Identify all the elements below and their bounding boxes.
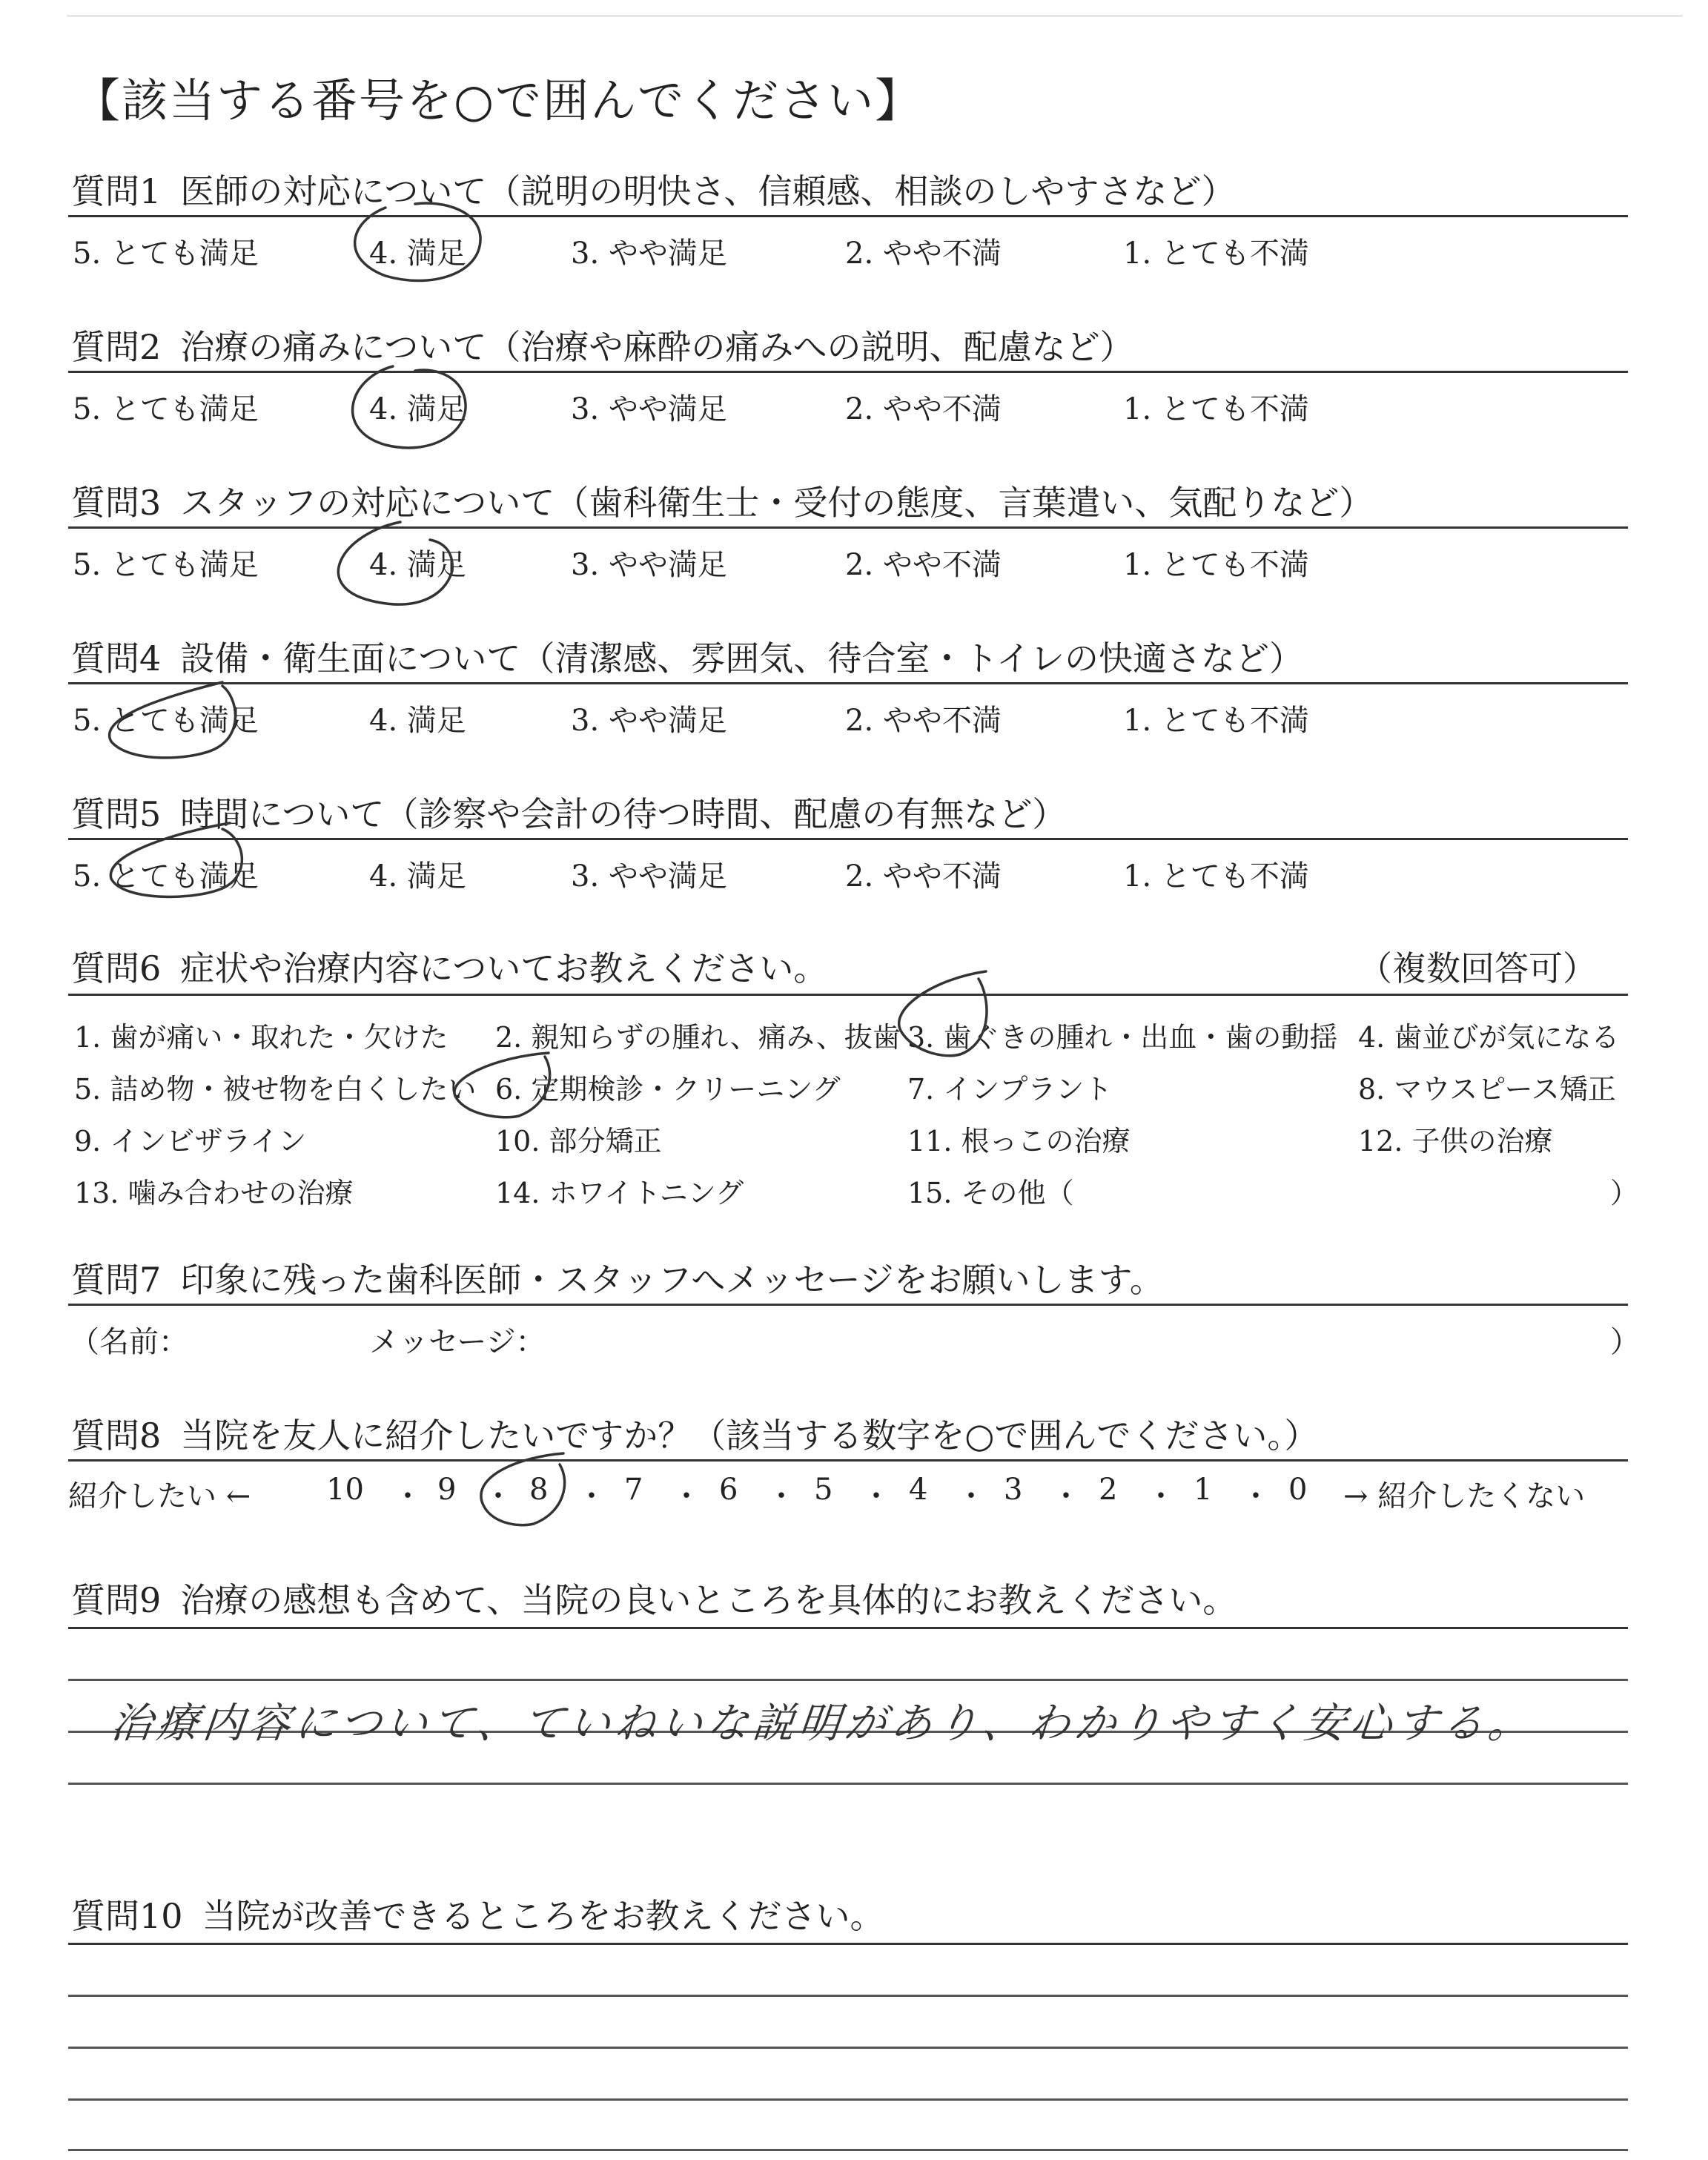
rating-option-5[interactable]: 5. とても満足: [73, 704, 259, 738]
question-number: 質問5: [71, 794, 162, 834]
scale-separator: ・: [672, 1479, 701, 1513]
answer-line: [68, 1627, 1628, 1629]
symptom-option-4[interactable]: 4. 歯並びが気になる: [1358, 1021, 1620, 1054]
scale-0[interactable]: 0: [1288, 1473, 1308, 1507]
scale-4[interactable]: 4: [909, 1473, 928, 1507]
symptom-option-6[interactable]: 6. 定期検診・クリーニング: [495, 1073, 841, 1106]
message-label: メッセージ：: [369, 1325, 546, 1359]
recommend-left-label: 紹介したい ←: [68, 1479, 251, 1513]
answer-line: [68, 1995, 1628, 1997]
question-number: 質問2: [71, 327, 162, 367]
scale-separator: ・: [861, 1479, 891, 1513]
scale-9[interactable]: 9: [437, 1473, 457, 1507]
question-text: 時間について（診察や会計の待つ時間、配慮の有無など）: [180, 794, 1067, 834]
rating-option-4[interactable]: 4. 満足: [369, 704, 466, 738]
scale-separator: ・: [577, 1479, 606, 1513]
rating-option-3[interactable]: 3. やや満足: [571, 237, 727, 271]
question-number: 質問1: [71, 171, 162, 211]
symptom-option-9[interactable]: 9. インビザライン: [74, 1125, 307, 1157]
question-text: 当院を友人に紹介したいですか？（該当する数字を○で囲んでください。）: [180, 1416, 1319, 1456]
symptom-option-2[interactable]: 2. 親知らずの腫れ、痛み、抜歯: [495, 1021, 901, 1054]
question-text: 症状や治療内容についてお教えください。: [180, 948, 828, 988]
rating-option-2[interactable]: 2. やや不満: [845, 704, 1002, 738]
scale-separator: ・: [1241, 1479, 1271, 1513]
answer-line: [68, 1679, 1628, 1681]
divider: [68, 994, 1628, 996]
form-title: 【該当する番号を○で囲んでください】: [74, 73, 923, 128]
scale-10[interactable]: 10: [326, 1473, 364, 1507]
question-number: 質問4: [71, 638, 162, 678]
name-label: （名前：: [70, 1325, 188, 1359]
question-number: 質問6: [71, 948, 162, 988]
rating-option-4[interactable]: 4. 満足: [369, 548, 466, 582]
divider: [68, 371, 1628, 373]
divider: [68, 526, 1628, 529]
scale-separator: ・: [1051, 1479, 1081, 1513]
rating-option-3[interactable]: 3. やや満足: [571, 548, 727, 582]
rating-option-1[interactable]: 1. とても不満: [1123, 392, 1309, 426]
rating-option-1[interactable]: 1. とても不満: [1123, 548, 1309, 582]
answer-line: [68, 2149, 1628, 2151]
symptom-option-12[interactable]: 12. 子供の治療: [1358, 1125, 1553, 1157]
other-closing-paren: ）: [1610, 1177, 1639, 1209]
scale-6[interactable]: 6: [719, 1473, 738, 1507]
question-number: 質問8: [71, 1416, 162, 1456]
rating-option-4[interactable]: 4. 満足: [369, 392, 466, 426]
question-number: 質問3: [71, 483, 162, 523]
question-text: 当院が改善できるところをお教えください。: [202, 1896, 884, 1936]
rating-option-2[interactable]: 2. やや不満: [845, 548, 1002, 582]
question-number: 質問7: [71, 1260, 162, 1300]
top-border: [67, 15, 1683, 17]
divider: [68, 1459, 1628, 1462]
symptom-option-14[interactable]: 14. ホワイトニング: [495, 1177, 744, 1209]
rating-option-5[interactable]: 5. とても満足: [73, 548, 259, 582]
divider: [68, 215, 1628, 217]
symptom-option-3[interactable]: 3. 歯ぐきの腫れ・出血・歯の動揺: [907, 1021, 1338, 1054]
scale-1[interactable]: 1: [1194, 1473, 1213, 1507]
scale-8[interactable]: 8: [529, 1473, 549, 1507]
question-text: 医師の対応について（説明の明快さ、信頼感、相談のしやすさなど）: [180, 171, 1236, 211]
message-closing-paren: ）: [1610, 1325, 1640, 1359]
rating-option-3[interactable]: 3. やや満足: [571, 704, 727, 738]
rating-option-4[interactable]: 4. 満足: [369, 859, 466, 894]
recommend-right-label: → 紹介したくない: [1343, 1479, 1586, 1513]
answer-line: [68, 1783, 1628, 1785]
scale-separator: ・: [1146, 1479, 1176, 1513]
symptom-option-8[interactable]: 8. マウスピース矯正: [1358, 1073, 1616, 1106]
rating-option-1[interactable]: 1. とても不満: [1123, 859, 1309, 894]
rating-option-1[interactable]: 1. とても不満: [1123, 704, 1309, 738]
scale-separator: ・: [956, 1479, 986, 1513]
question-text: 治療の痛みについて（治療や麻酔の痛みへの説明、配慮など）: [180, 327, 1134, 367]
symptom-option-13[interactable]: 13. 噛み合わせの治療: [74, 1177, 354, 1209]
symptom-option-7[interactable]: 7. インプラント: [907, 1073, 1113, 1106]
symptom-option-1[interactable]: 1. 歯が痛い・取れた・欠けた: [74, 1021, 448, 1054]
question-text: 設備・衛生面について（清潔感、雰囲気、待合室・トイレの快適さなど）: [180, 638, 1304, 678]
rating-option-3[interactable]: 3. やや満足: [571, 392, 727, 426]
symptom-option-11[interactable]: 11. 根っこの治療: [907, 1125, 1131, 1157]
divider: [68, 682, 1628, 684]
divider: [68, 1304, 1628, 1306]
rating-option-2[interactable]: 2. やや不満: [845, 392, 1002, 426]
scale-2[interactable]: 2: [1099, 1473, 1118, 1507]
rating-option-3[interactable]: 3. やや満足: [571, 859, 727, 894]
rating-option-4[interactable]: 4. 満足: [369, 237, 466, 271]
answer-line: [68, 2098, 1628, 2101]
multiple-answer-note: （複数回答可）: [1358, 948, 1597, 988]
answer-line: [68, 2047, 1628, 2049]
rating-option-2[interactable]: 2. やや不満: [845, 237, 1002, 271]
rating-option-5[interactable]: 5. とても満足: [73, 237, 259, 271]
rating-option-5[interactable]: 5. とても満足: [73, 392, 259, 426]
rating-option-5[interactable]: 5. とても満足: [73, 859, 259, 894]
question-text: 印象に残った歯科医師・スタッフへメッセージをお願いします。: [180, 1260, 1164, 1300]
rating-option-1[interactable]: 1. とても不満: [1123, 237, 1309, 271]
scale-separator: ・: [767, 1479, 796, 1513]
question-number: 質問9: [71, 1580, 162, 1620]
question-number: 質問10: [71, 1896, 183, 1936]
question-text: スタッフの対応について（歯科衛生士・受付の態度、言葉遣い、気配りなど）: [180, 483, 1374, 523]
symptom-option-5[interactable]: 5. 詰め物・被せ物を白くしたい: [74, 1073, 477, 1106]
scale-5[interactable]: 5: [814, 1473, 833, 1507]
scale-7[interactable]: 7: [624, 1473, 643, 1507]
question-text: 治療の感想も含めて、当院の良いところを具体的にお教えください。: [180, 1580, 1237, 1620]
divider: [68, 838, 1628, 840]
rating-option-2[interactable]: 2. やや不満: [845, 859, 1002, 894]
scale-separator: ・: [483, 1479, 513, 1513]
scale-3[interactable]: 3: [1004, 1473, 1023, 1507]
scale-separator: ・: [393, 1479, 423, 1513]
handwritten-answer[interactable]: 治療内容について、ていねいな説明があり、わかりやすく安心する。: [108, 1700, 1537, 1748]
symptom-option-15[interactable]: 15. その他（: [907, 1177, 1074, 1209]
answer-line: [68, 1943, 1628, 1945]
symptom-option-10[interactable]: 10. 部分矯正: [495, 1125, 662, 1157]
